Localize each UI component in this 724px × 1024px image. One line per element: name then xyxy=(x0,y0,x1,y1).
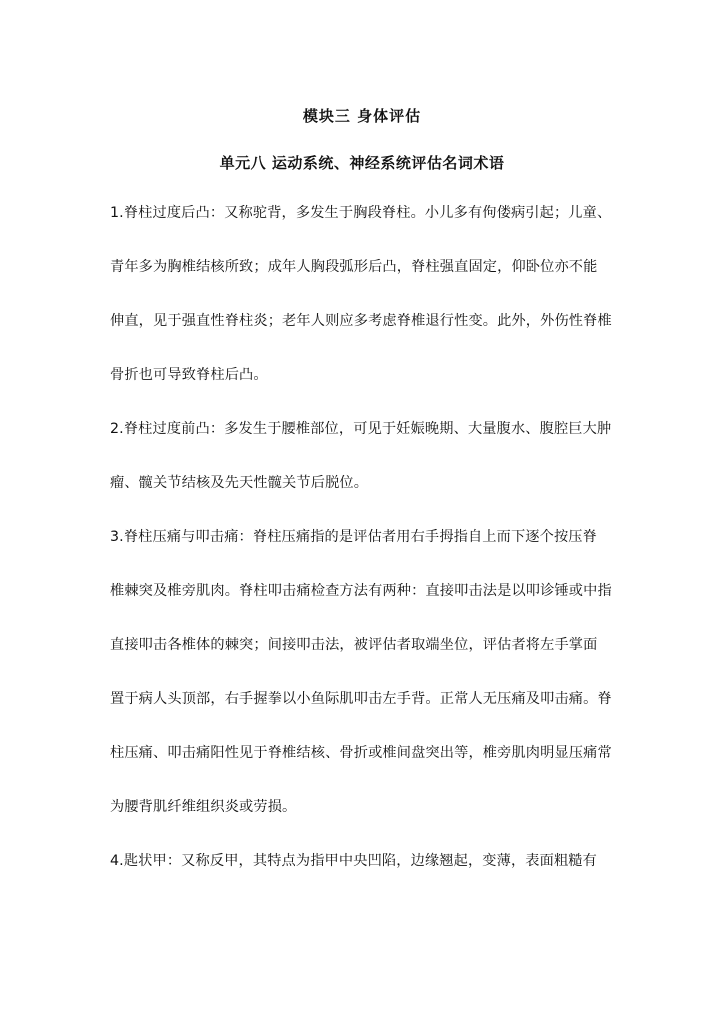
text-line: 4.匙状甲：又称反甲，其特点为指甲中央凹陷，边缘翘起，变薄，表面粗糙有 xyxy=(110,853,597,869)
text-line: 直接叩击各椎体的棘突；间接叩击法，被评估者取端坐位，评估者将左手掌面 xyxy=(110,637,598,653)
text-line: 椎棘突及椎旁肌肉。脊柱叩击痛检查方法有两种：直接叩击法是以叩诊锤或中指 xyxy=(110,583,612,599)
text-line: 伸直，见于强直性脊柱炎；老年人则应多考虑脊椎退行性变。此外，外伤性脊椎 xyxy=(110,313,612,329)
text-line: 骨折也可导致脊柱后凸。 xyxy=(110,367,268,383)
text-line: 柱压痛、叩击痛阳性见于脊椎结核、骨折或椎间盘突出等，椎旁肌肉明显压痛常 xyxy=(110,745,612,761)
text-line: 为腰背肌纤维组织炎或劳损。 xyxy=(110,799,297,815)
unit-title: 单元八 运动系统、神经系统评估名词术语 xyxy=(219,154,505,172)
text-line: 2.脊柱过度前凸：多发生于腰椎部位，可见于妊娠晚期、大量腹水、腹腔巨大肿 xyxy=(110,421,612,437)
text-line: 1.脊柱过度后凸：又称驼背，多发生于胸段脊柱。小儿多有佝偻病引起；儿童、 xyxy=(110,205,612,221)
text-line: 瘤、髋关节结核及先天性髋关节后脱位。 xyxy=(110,475,369,491)
module-title: 模块三 身体评估 xyxy=(302,107,422,125)
text-line: 青年多为胸椎结核所致；成年人胸段弧形后凸，脊柱强直固定，仰卧位亦不能 xyxy=(110,259,598,275)
text-line: 置于病人头顶部，右手握拳以小鱼际肌叩击左手背。正常人无压痛及叩击痛。脊 xyxy=(110,691,612,707)
text-line: 3.脊柱压痛与叩击痛：脊柱压痛指的是评估者用右手拇指自上而下逐个按压脊 xyxy=(110,529,597,545)
